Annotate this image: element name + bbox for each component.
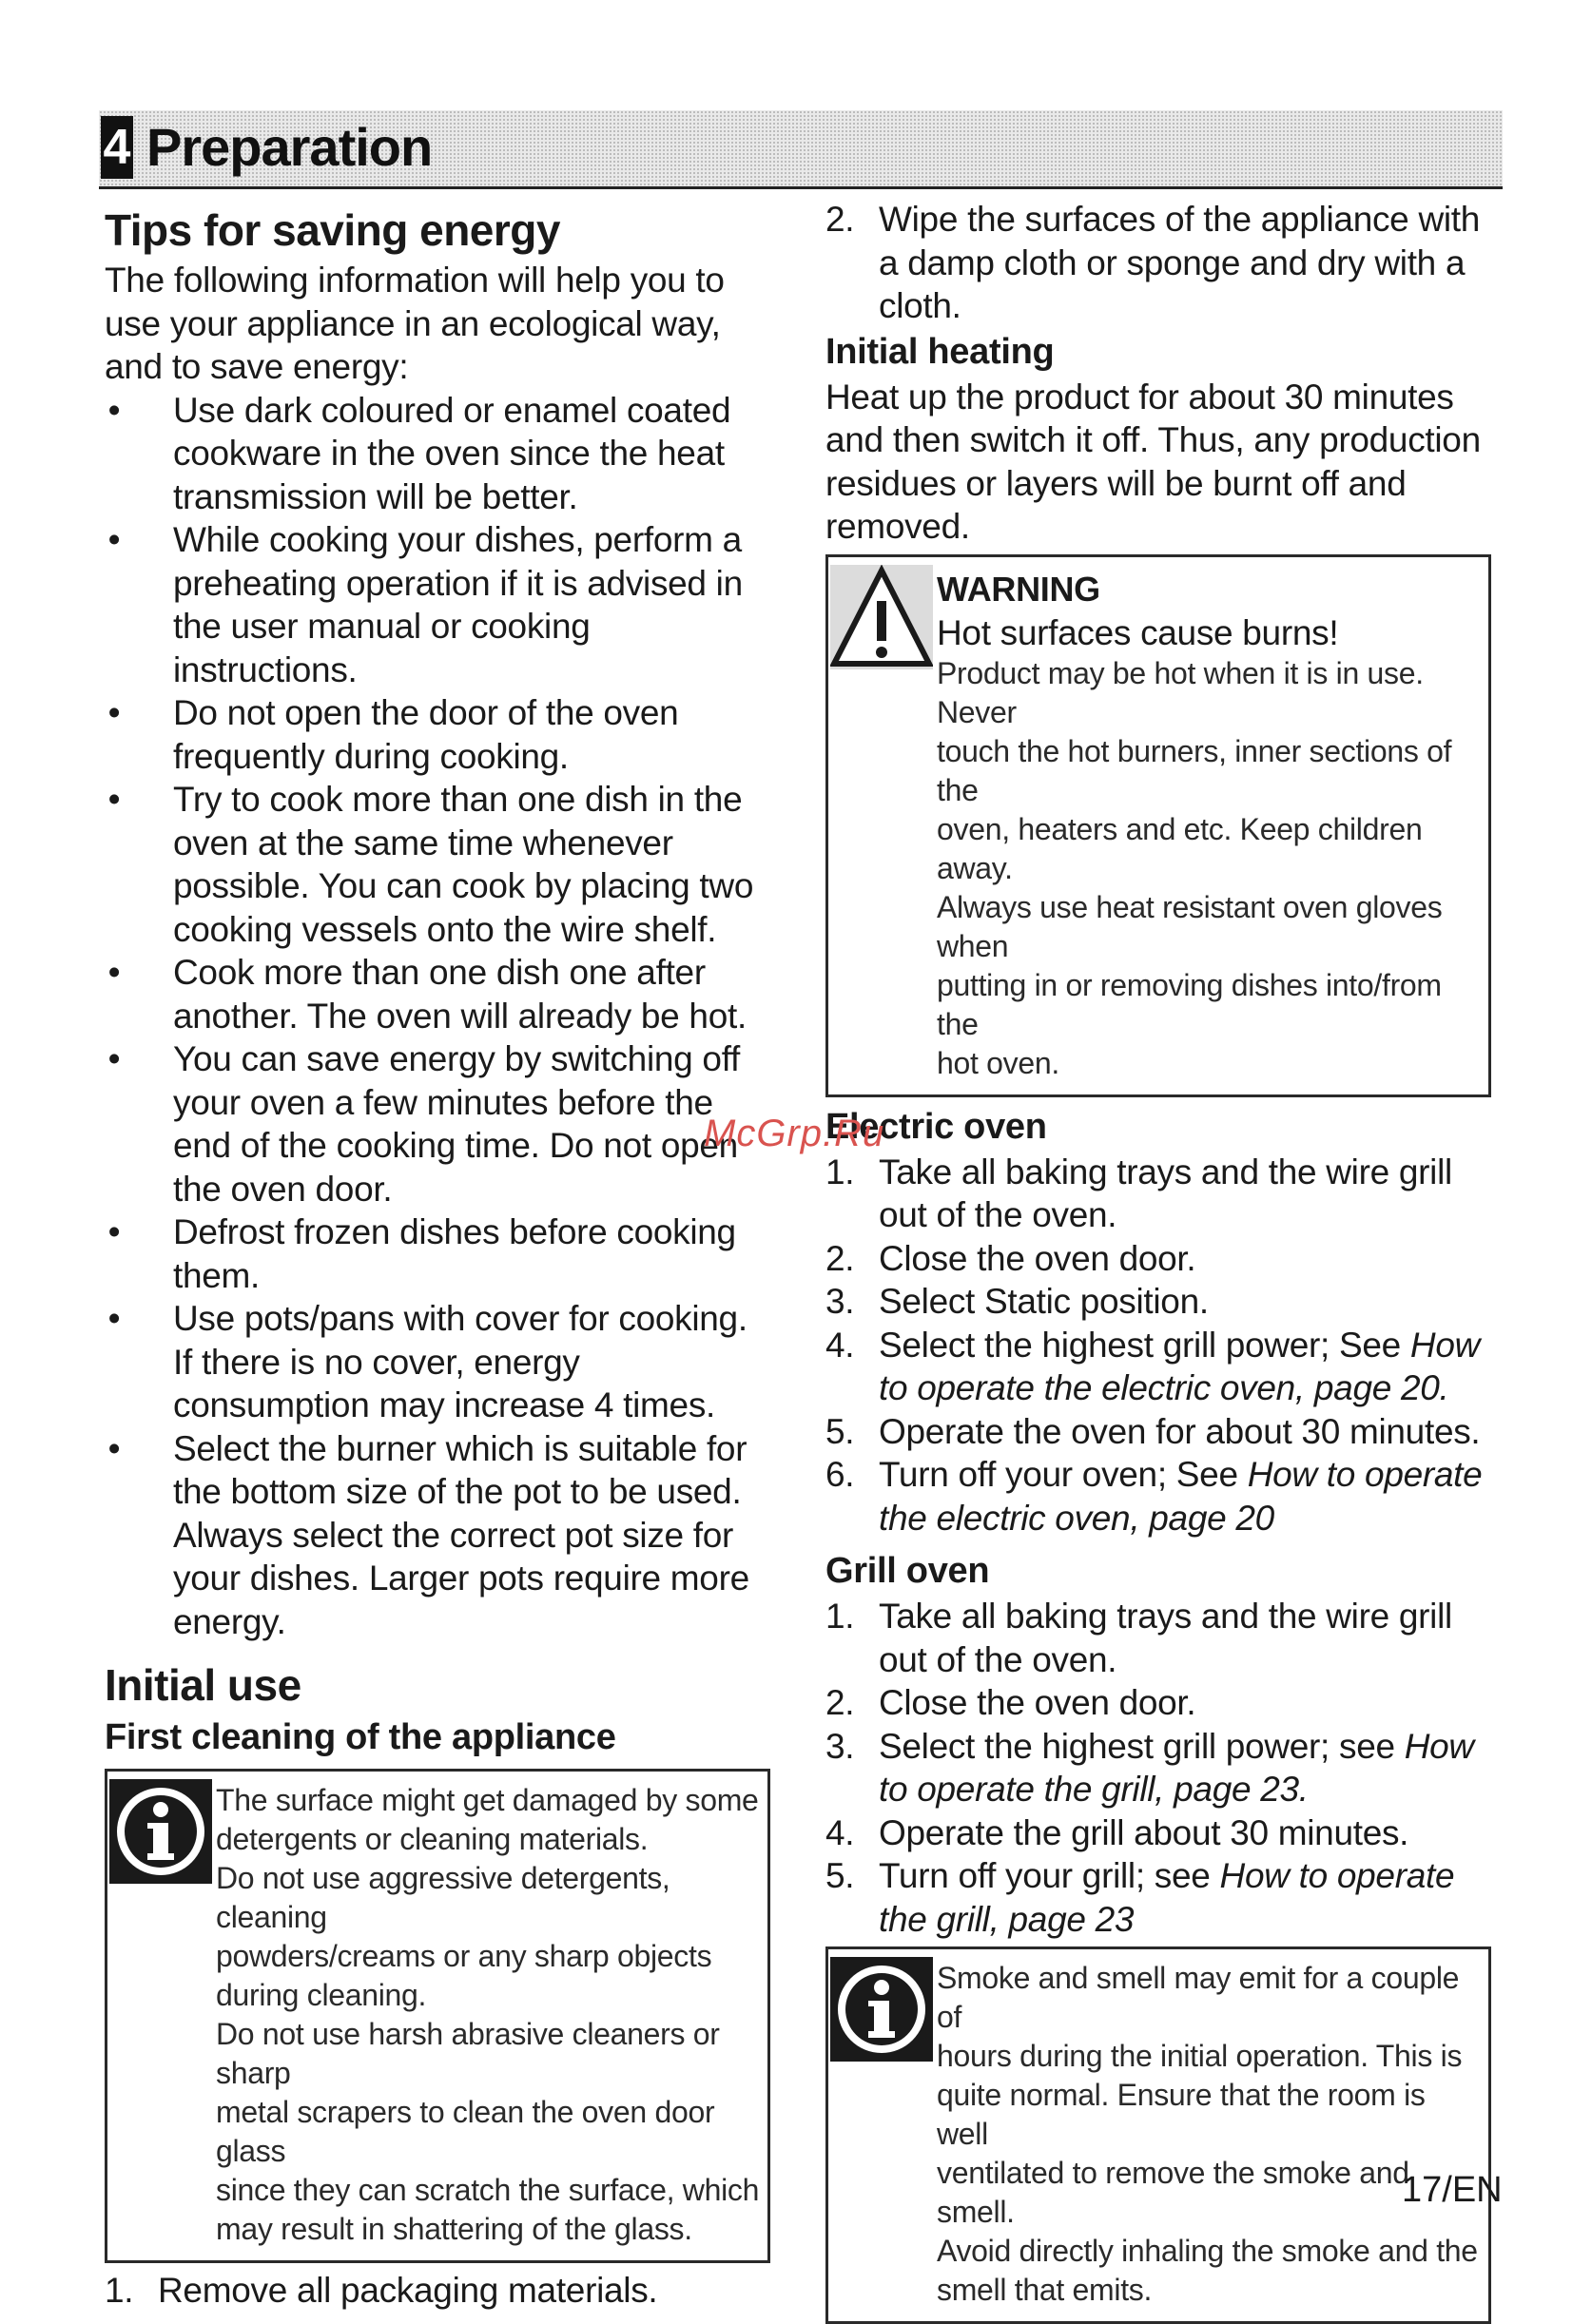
list-item: 2. Close the oven door. xyxy=(825,1238,1196,1278)
grill-oven-steps xyxy=(825,1595,1491,1941)
list-item: 3. Select the highest grill power; see How to operate the grill, page 23. xyxy=(825,1726,1474,1809)
info-icon xyxy=(830,1957,933,2062)
bullet-icon: • xyxy=(107,780,121,819)
bullet-icon: • xyxy=(107,1212,121,1251)
cross-reference-link[interactable]: How to operate the electric oven, page 20 xyxy=(879,1455,1483,1538)
bullet-icon: • xyxy=(107,1428,121,1468)
first-cleaning-heading: First cleaning of the appliance xyxy=(105,1717,616,1757)
tips-intro: The following information will help you to use your appliance in an ecological way, and to save energy: xyxy=(105,261,725,386)
bullet-icon: • xyxy=(107,1039,121,1078)
grill-oven-heading: Grill oven xyxy=(825,1551,990,1591)
chapter-header xyxy=(99,110,1503,189)
list-item: • You can save energy by switching off your oven a few minutes before the end of the cooking time. Do not open the oven door. xyxy=(105,1037,770,1210)
bullet-icon: • xyxy=(107,693,121,732)
cleaning-steps-continued xyxy=(825,198,1491,328)
electric-oven-heading: Electric oven xyxy=(825,1106,1047,1147)
electric-oven-steps xyxy=(825,1151,1491,1540)
watermark: McGrp.Ru xyxy=(704,1113,885,1154)
info-note-smoke: Smoke and smell may emit for a couple of hours during the initial operation. This is quite normal. Ensure that the room is well ventilated to remove the smoke and smell. Avoid directly inhaling the smoke and the smell that emits. xyxy=(825,1946,1491,2324)
list-item: 5. Operate the oven for about 30 minutes. xyxy=(825,1411,1481,1451)
list-item: • Use pots/pans with cover for cooking. If there is no cover, energy consumption may increase 4 times. xyxy=(105,1297,770,1427)
list-item: • Select the burner which is suitable for the bottom size of the pot to be used. Always select the correct pot size for your dishes. Larger pots require more energy. xyxy=(105,1427,770,1644)
cleaning-steps xyxy=(105,2269,770,2313)
list-item: 2. Wipe the surfaces of the appliance with a damp cloth or sponge and dry with a cloth. xyxy=(825,200,1481,325)
tips-list xyxy=(105,389,770,1644)
list-item: 3. Select Static position. xyxy=(825,1282,1209,1321)
list-item: 1. Take all baking trays and the wire grill out of the oven. xyxy=(825,1597,1452,1679)
cross-reference-link[interactable]: How to operate the grill, page 23 xyxy=(879,1856,1455,1939)
list-item: 1. Take all baking trays and the wire grill out of the oven. xyxy=(825,1152,1452,1234)
bullet-icon: • xyxy=(107,1299,121,1338)
warning-box: WARNING Hot surfaces cause burns! Product may be hot when it is in use. Never touch the hot burners, inner sections of the oven, heaters and etc. Keep children away. Always use heat resistant oven gloves when putting in or removing dishes into/from the hot oven. xyxy=(825,554,1491,1097)
cross-reference-link[interactable]: How to operate the electric oven, page 20. xyxy=(879,1325,1481,1407)
warning-subtitle: Hot surfaces cause burns! xyxy=(937,612,1339,652)
chapter-title: Preparation xyxy=(146,117,433,177)
bullet-icon: • xyxy=(107,390,121,430)
list-item: 1. Remove all packaging materials. xyxy=(105,2271,658,2310)
info-icon xyxy=(109,1779,212,1884)
chapter-number: 4 xyxy=(101,116,133,179)
info-note-cleaning: The surface might get damaged by some detergents or cleaning materials. Do not use aggressive detergents, cleaning powders/creams or any sharp objects during cleaning. Do not use harsh abrasive cleaners or sharp metal scrapers to clean the oven door glass since they can scratch the surface, which may result in shattering of the glass. xyxy=(105,1769,770,2263)
tips-heading: Tips for saving energy xyxy=(105,205,560,255)
list-item: • While cooking your dishes, perform a preheating operation if it is advised in the user manual or cooking instructions. xyxy=(105,518,770,691)
list-item: 4. Operate the grill about 30 minutes. xyxy=(825,1812,1409,1852)
page-number: 17/EN xyxy=(1402,2170,1503,2210)
list-item: 5. Turn off your grill; see How to operate the grill, page 23 xyxy=(825,1856,1455,1939)
list-item: 2. Close the oven door. xyxy=(825,1683,1196,1722)
list-item: • Try to cook more than one dish in the oven at the same time whenever possible. You can cook by placing two cooking vessels onto the wire shelf. xyxy=(105,778,770,951)
cross-reference-link[interactable]: How to operate the grill, page 23. xyxy=(879,1726,1474,1809)
bullet-icon: • xyxy=(107,953,121,992)
list-item: 6. Turn off your oven; See How to operate the electric oven, page 20 xyxy=(825,1455,1483,1538)
right-column xyxy=(825,198,1491,2324)
initial-heating-heading: Initial heating xyxy=(825,331,1055,372)
list-item: • Do not open the door of the oven frequently during cooking. xyxy=(105,691,770,778)
bullet-icon: • xyxy=(107,520,121,559)
initial-use-heading: Initial use xyxy=(105,1660,301,1710)
list-item: • Cook more than one dish one after another. The oven will already be hot. xyxy=(105,951,770,1037)
list-item: • Defrost frozen dishes before cooking them. xyxy=(105,1210,770,1297)
warning-title: WARNING xyxy=(937,569,1100,609)
list-item: 4. Select the highest grill power; See How to operate the electric oven, page 20. xyxy=(825,1325,1481,1407)
list-item: • Use dark coloured or enamel coated cookware in the oven since the heat transmission will be better. xyxy=(105,389,770,519)
warning-icon xyxy=(830,565,933,669)
left-column xyxy=(105,202,770,2313)
initial-heating-text: Heat up the product for about 30 minutes and then switch it off. Thus, any production residues or layers will be burnt off and removed. xyxy=(825,377,1481,546)
